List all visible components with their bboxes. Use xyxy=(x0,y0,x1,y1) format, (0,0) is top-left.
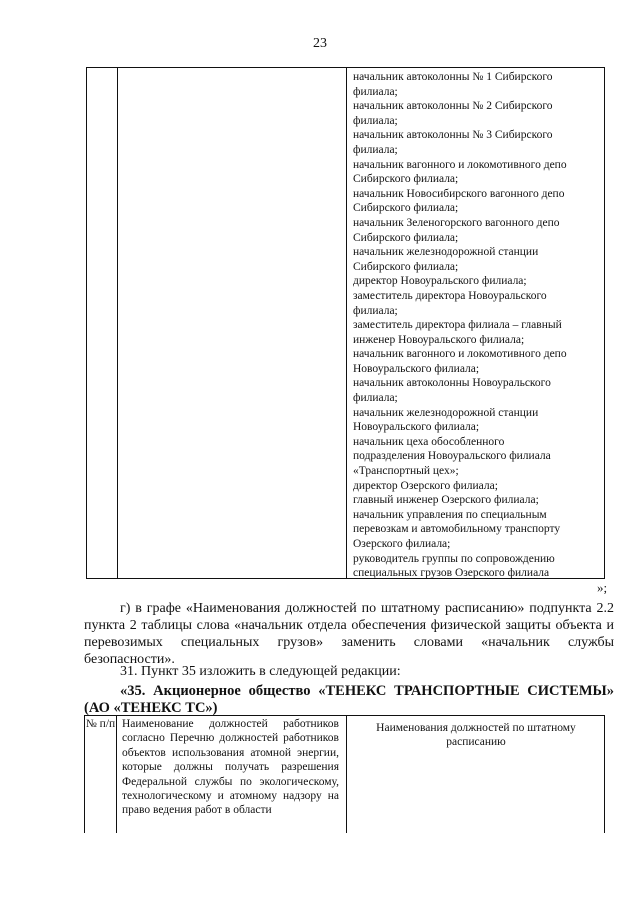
position-line: специальных грузов Озерского филиала xyxy=(353,567,550,580)
position-line: Новоуральского филиала; xyxy=(353,421,480,434)
position-line: Сибирского филиала; xyxy=(353,202,459,215)
position-line: начальник управления по специальным xyxy=(353,508,547,521)
position-line: Сибирского филиала; xyxy=(353,173,459,186)
position-line: филиала; xyxy=(353,304,398,317)
position-line: руководитель группы по сопровождению xyxy=(353,552,555,565)
position-line: филиала; xyxy=(353,114,398,127)
position-line: начальник автоколонны № 2 Сибирского xyxy=(353,100,553,113)
position-line: начальник железнодорожной станции xyxy=(353,246,539,259)
paragraph-g: г) в графе «Наименования должностей по штатному расписанию» подпункта 2.2 пункта 2 таблицы слова «начальник отдела обеспечения физической защиты объекта и перевозимых специальных грузов» заменить словами «начальник службы безопасности». xyxy=(84,601,614,667)
position-line: Озерского филиала; xyxy=(353,538,451,550)
position-line: директор Озерского филиала; xyxy=(353,479,498,492)
new-section-table xyxy=(84,715,605,833)
paragraph-31: 31. Пункт 35 изложить в следующей редакции: xyxy=(120,664,401,679)
closing-quote: »; xyxy=(597,580,608,595)
position-line: начальник железнодорожной станции xyxy=(353,406,539,419)
page-number: 23 xyxy=(313,36,327,51)
position-line: заместитель директора Новоуральского xyxy=(353,289,547,302)
position-line: Новоуральского филиала; xyxy=(353,362,480,375)
position-line: начальник автоколонны Новоуральского xyxy=(353,377,551,390)
position-line: начальник вагонного и локомотивного депо xyxy=(353,158,567,171)
position-line: Сибирского филиала; xyxy=(353,231,459,244)
position-line: инженер Новоуральского филиала; xyxy=(353,333,525,346)
position-line: филиала; xyxy=(353,392,398,405)
position-line: начальник Зеленогорского вагонного депо xyxy=(353,216,560,229)
column-header-number: № п/п xyxy=(85,718,116,730)
section-heading-35: «35. Акционерное общество «ТЕНЕКС ТРАНСПОРТНЫЕ СИСТЕМЫ» (АО «ТЕНЕКС ТС») xyxy=(84,683,614,716)
position-line: начальник цеха обособленного xyxy=(353,435,505,448)
position-line: начальник автоколонны № 1 Сибирского xyxy=(353,71,553,83)
position-line: филиала; xyxy=(353,85,398,98)
position-line: начальник автоколонны № 3 Сибирского xyxy=(353,129,553,142)
position-line: перевозкам и автомобильному транспорту xyxy=(353,523,561,536)
column-header-staff-positions: Наименования должностей по штатному расписанию xyxy=(376,722,576,749)
continuation-table xyxy=(86,67,605,579)
table-column-divider xyxy=(116,716,117,833)
column-header-positions-list: Наименование должностей работников согласно Перечню должностей работников объектов использования атомной энергии, которые должны получать разрешения Федеральной службы по экологическому, технологическому и атомному надзору на право ведения работ в области xyxy=(122,718,339,817)
position-line: заместитель директора филиала – главный xyxy=(353,319,562,332)
position-line: «Транспортный цех»; xyxy=(353,465,459,478)
table-column-divider xyxy=(117,68,118,578)
position-line: начальник Новосибирского вагонного депо xyxy=(353,187,565,200)
position-line: филиала; xyxy=(353,143,398,156)
table-column-divider xyxy=(346,68,347,578)
positions-list xyxy=(353,70,603,581)
position-line: начальник вагонного и локомотивного депо xyxy=(353,348,567,361)
position-line: Сибирского филиала; xyxy=(353,260,459,273)
position-line: директор Новоуральского филиала; xyxy=(353,275,527,288)
position-line: главный инженер Озерского филиала; xyxy=(353,494,539,507)
position-line: подразделения Новоуральского филиала xyxy=(353,450,551,463)
